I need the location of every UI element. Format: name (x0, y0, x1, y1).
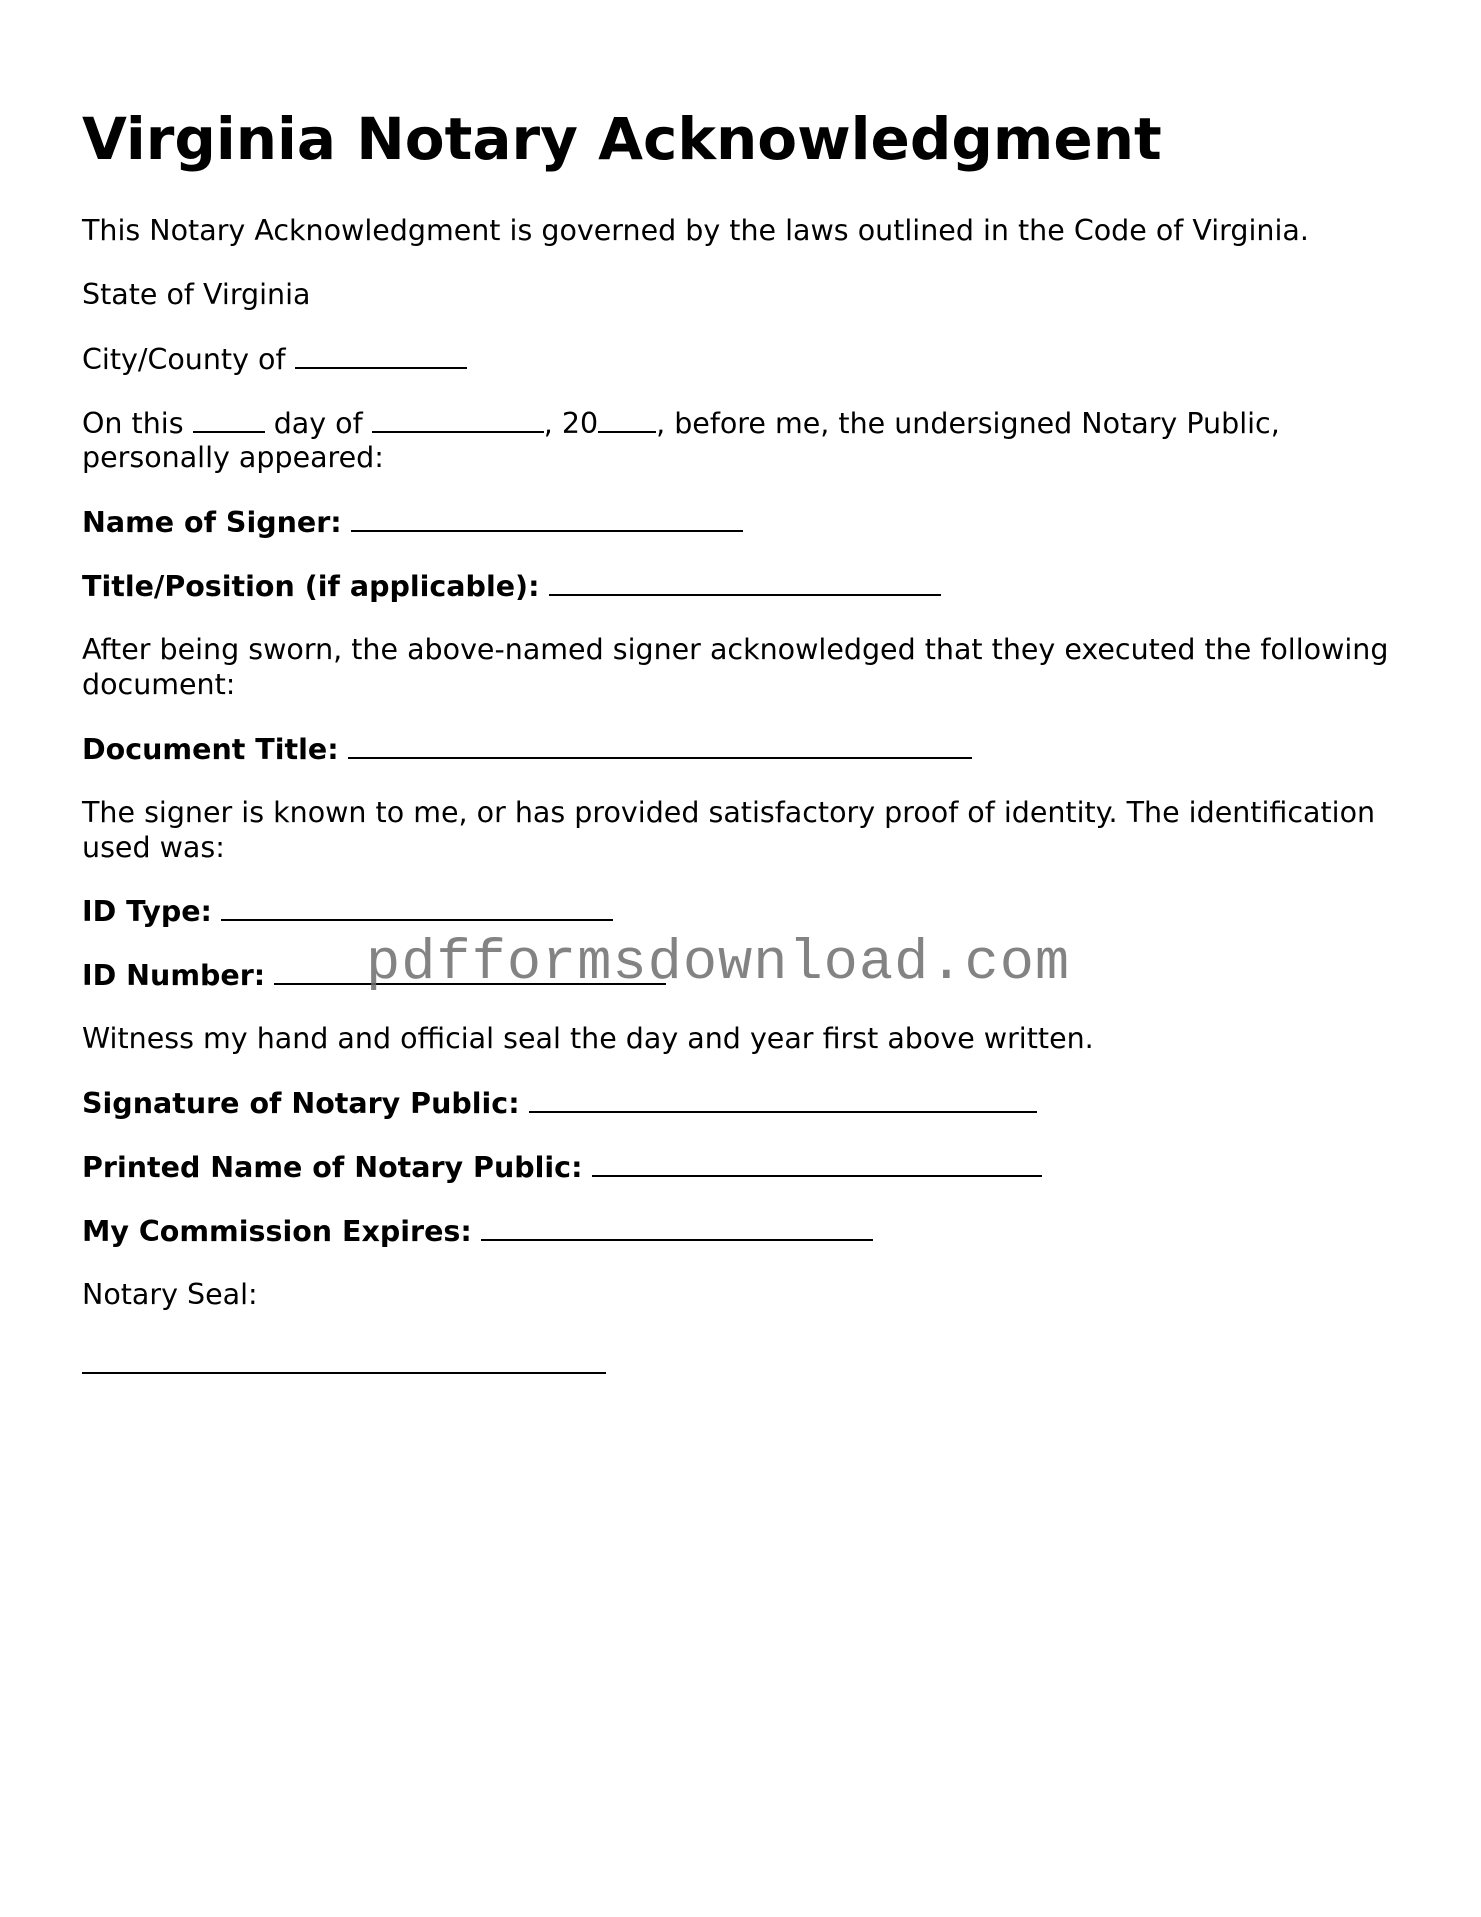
before-me-text: , before me, the undersigned Notary Public, (656, 407, 1280, 440)
notary-seal-blank[interactable] (82, 1372, 606, 1374)
year-prefix-text: , 20 (543, 407, 599, 440)
title-position-label: Title/Position (if applicable): (82, 570, 540, 603)
city-county-blank[interactable] (295, 341, 467, 369)
intro-text: This Notary Acknowledgment is governed by the laws outlined in the Code of Virginia. (82, 214, 1309, 247)
sworn-statement-text: After being sworn, the above-named signer acknowledged that they executed the following document: (82, 633, 1389, 701)
id-type-label: ID Type: (82, 895, 212, 928)
city-county-row (82, 341, 467, 377)
name-of-signer-row (82, 504, 743, 540)
id-type-row (82, 893, 613, 929)
month-blank[interactable] (372, 405, 544, 433)
document-title-row (82, 731, 972, 767)
name-of-signer-label: Name of Signer: (82, 506, 342, 539)
document-title-blank[interactable] (348, 731, 972, 759)
state-text: State of Virginia (82, 278, 311, 311)
year-blank[interactable] (598, 405, 656, 433)
id-number-label: ID Number: (82, 959, 266, 992)
notary-seal-label: Notary Seal: (82, 1278, 258, 1311)
notary-printed-name-blank[interactable] (592, 1149, 1042, 1177)
commission-expires-label: My Commission Expires: (82, 1215, 472, 1248)
notary-signature-label: Signature of Notary Public: (82, 1087, 520, 1120)
title-position-row (82, 568, 941, 604)
day-blank[interactable] (193, 405, 265, 433)
appearance-row (82, 405, 1280, 441)
witness-statement-text: Witness my hand and official seal the day and year first above written. (82, 1022, 1094, 1055)
notary-signature-row (82, 1085, 1037, 1121)
notary-printed-name-row (82, 1149, 1042, 1185)
commission-expires-blank[interactable] (481, 1213, 873, 1241)
title-position-blank[interactable] (549, 568, 941, 596)
day-of-text: day of (273, 407, 363, 440)
notary-signature-blank[interactable] (529, 1085, 1037, 1113)
watermark: pdfformsdownload.com (366, 932, 1071, 996)
id-type-blank[interactable] (221, 893, 613, 921)
notary-printed-name-label: Printed Name of Notary Public: (82, 1151, 583, 1184)
document-title-label: Document Title: (82, 733, 339, 766)
commission-expires-row (82, 1213, 873, 1249)
on-this-text: On this (82, 407, 184, 440)
page-title: Virginia Notary Acknowledgment (82, 105, 1162, 173)
identity-statement-text: The signer is known to me, or has provided satisfactory proof of identity. The identification used was: (82, 796, 1376, 864)
city-county-label: City/County of (82, 343, 286, 376)
personally-appeared-text: personally appeared: (82, 441, 384, 474)
name-of-signer-blank[interactable] (351, 504, 743, 532)
